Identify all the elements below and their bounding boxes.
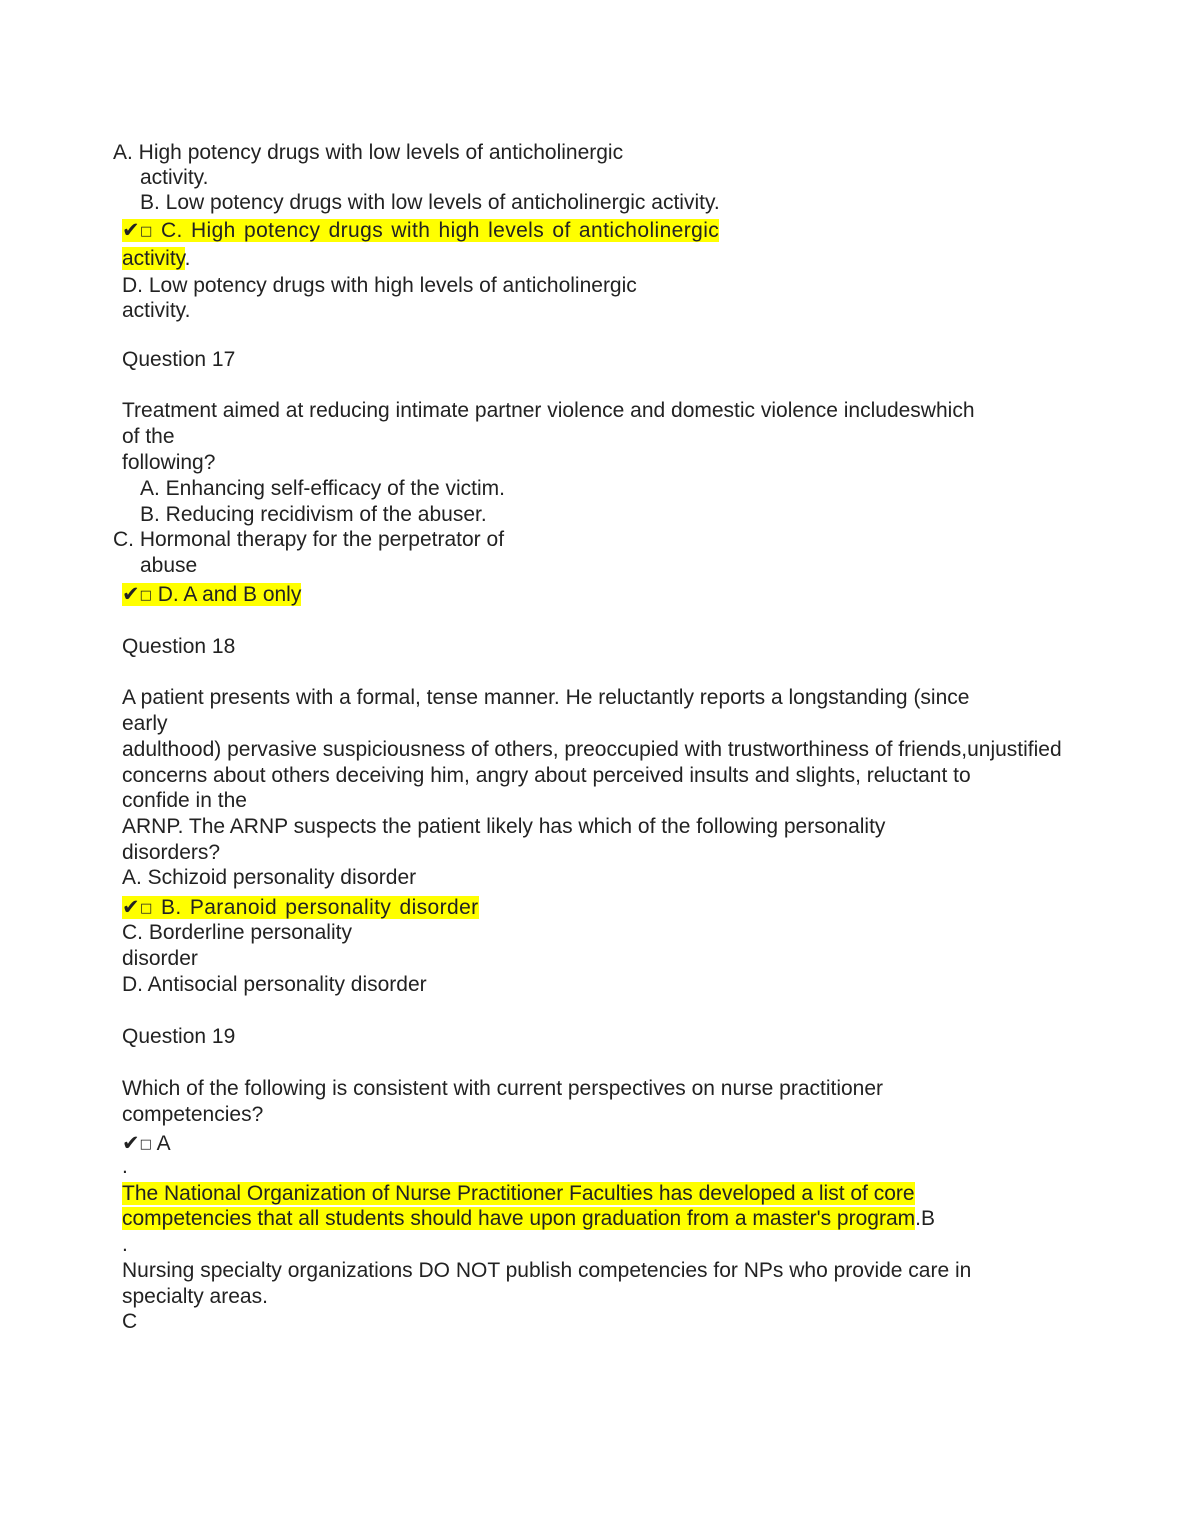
q16-option-c-text: C. High potency drugs with high levels of anticholinergic — [160, 219, 720, 242]
q18-option-c-line1: C. Borderline personality — [122, 921, 352, 944]
q18-option-b-text: B. Paranoid personality disorder — [160, 896, 479, 919]
q19-option-a-line2 — [122, 1206, 935, 1232]
q17-option-c-line1: C. Hormonal therapy for the perpetrator of — [113, 528, 505, 551]
q18-option-c-line2: disorder — [122, 947, 198, 970]
q17-option-d-text: D. A and B only — [157, 583, 302, 606]
checkmark-icon: ✔ — [122, 1131, 140, 1155]
checkbox-icon: □ — [139, 588, 152, 603]
answer-highlight: competencies that all students should have upon graduation from a master's program — [122, 1207, 916, 1230]
q19-option-a-marker — [122, 1130, 171, 1158]
q19-option-b-line2: specialty areas. — [122, 1285, 268, 1308]
q16-option-c-line1 — [122, 217, 719, 245]
answer-highlight: The National Organization of Nurse Practitioner Faculties has developed a list of core — [122, 1182, 915, 1205]
checkmark-icon: ✔ — [122, 582, 140, 606]
q17-option-a: A. Enhancing self-efficacy of the victim. — [140, 477, 505, 500]
answer-highlight — [122, 583, 301, 606]
answer-highlight — [122, 896, 479, 919]
q18-stem-line3: adulthood) pervasive suspiciousness of others, preoccupied with trustworthiness of friends,unjustified — [122, 738, 1062, 761]
q18-heading: Question 18 — [122, 635, 236, 658]
checkmark-icon: ✔ — [122, 895, 140, 919]
q16-option-c-line2 — [122, 246, 190, 272]
q16-option-d-line1: D. Low potency drugs with high levels of anticholinergic — [122, 274, 637, 297]
q18-stem-line4: concerns about others deceiving him, angry about perceived insults and slights, reluctant to — [122, 764, 971, 787]
q18-stem-line6: ARNP. The ARNP suspects the patient likely has which of the following personality — [122, 815, 886, 838]
q19-stem-line2: competencies? — [122, 1103, 264, 1126]
q17-option-d — [122, 581, 301, 609]
answer-highlight: activity — [122, 247, 185, 270]
q18-option-b — [122, 894, 479, 922]
q17-heading: Question 17 — [122, 348, 236, 371]
q19-option-b-line1: Nursing specialty organizations DO NOT publish competencies for NPs who provide care in — [122, 1259, 972, 1282]
q16-option-b: B. Low potency drugs with low levels of anticholinergic activity. — [140, 191, 720, 214]
checkbox-icon: □ — [140, 901, 153, 916]
q16-option-c-tail: . — [184, 247, 191, 270]
q17-stem-line3: following? — [122, 451, 216, 474]
q19-option-b-letter: .B — [915, 1207, 935, 1230]
q19-option-a-line1 — [122, 1181, 915, 1207]
q19-option-a-letter: A — [156, 1132, 171, 1155]
q17-option-c-line2: abuse — [140, 554, 198, 577]
checkbox-icon: □ — [139, 1137, 152, 1152]
q19-option-c-letter: C — [122, 1310, 138, 1333]
q17-stem-line2: of the — [122, 425, 175, 448]
q18-option-d: D. Antisocial personality disorder — [122, 973, 427, 996]
q18-stem-line7: disorders? — [122, 841, 221, 864]
checkmark-icon: ✔ — [122, 218, 140, 242]
q19-dot-1: . — [122, 1155, 128, 1178]
q18-stem-line2: early — [122, 712, 168, 735]
q18-option-a: A. Schizoid personality disorder — [122, 866, 417, 889]
q16-option-d-line2: activity. — [122, 299, 191, 322]
answer-highlight — [122, 219, 719, 242]
q17-stem-line1: Treatment aimed at reducing intimate partner violence and domestic violence includeswhich — [122, 399, 975, 422]
q18-stem-line1: A patient presents with a formal, tense manner. He reluctantly reports a longstanding (since — [122, 686, 970, 709]
q19-stem-line1: Which of the following is consistent with current perspectives on nurse practitioner — [122, 1077, 884, 1100]
q19-dot-2: . — [122, 1233, 128, 1256]
q16-option-a-line2: activity. — [140, 166, 209, 189]
q17-option-b: B. Reducing recidivism of the abuser. — [140, 503, 487, 526]
q16-option-a-line1: A. High potency drugs with low levels of anticholinergic — [113, 141, 624, 164]
q19-heading: Question 19 — [122, 1025, 236, 1048]
checkbox-icon: □ — [140, 224, 153, 239]
q18-stem-line5: confide in the — [122, 789, 247, 812]
